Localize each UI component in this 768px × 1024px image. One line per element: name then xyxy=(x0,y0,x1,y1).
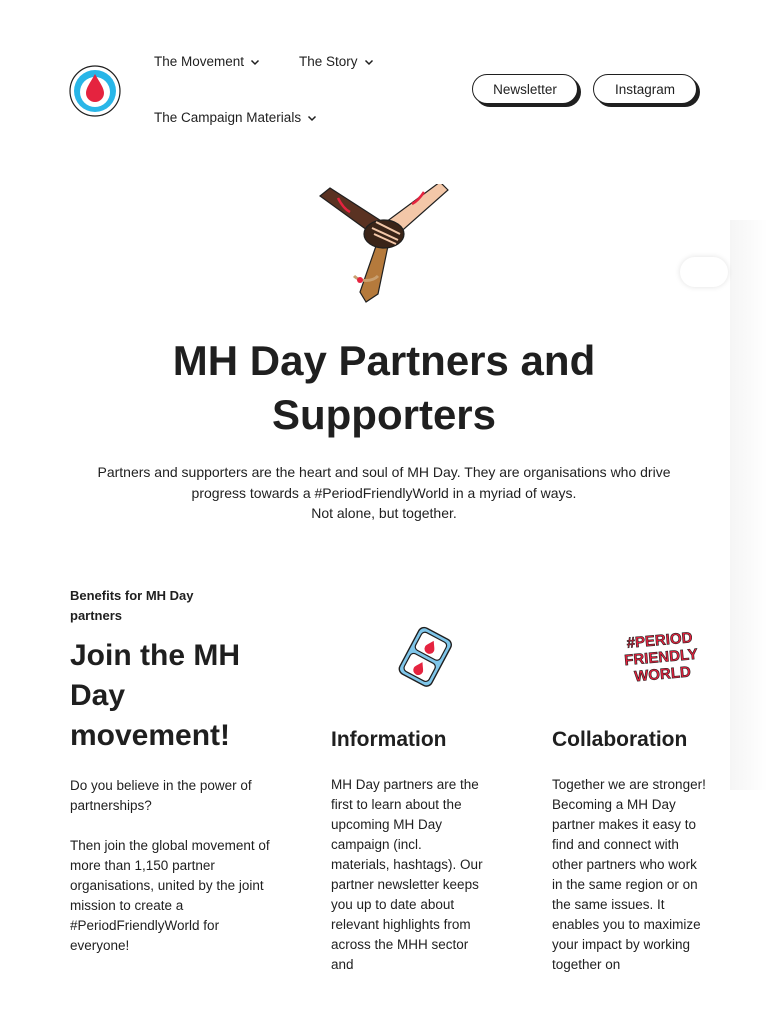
page-title: MH Day Partners and Supporters xyxy=(172,337,596,438)
benefits-heading: Join the MH Day movement! xyxy=(70,639,240,752)
badge-line-3: WORLD xyxy=(633,663,692,686)
nav-label: The Story xyxy=(299,54,358,69)
site-header xyxy=(0,0,768,160)
benefits-description: Then join the global movement of more than 1,150 partner organisations, united by the joint mission to create a #PeriodFriendlyWorld for everyone! xyxy=(70,838,270,953)
hero-lead xyxy=(70,462,698,524)
chevron-down-icon xyxy=(307,113,317,123)
joined-hands-illustration xyxy=(316,184,452,304)
hero-tagline: Not alone, but together. xyxy=(311,505,457,521)
mh-day-logo[interactable] xyxy=(68,64,122,118)
badge-line-1: #PERIOD xyxy=(626,629,694,652)
nav-the-movement[interactable] xyxy=(154,54,260,69)
benefits-intro: Do you believe in the power of partnerships? xyxy=(70,778,252,813)
information-title: Information xyxy=(331,728,447,751)
newsletter-button[interactable]: Newsletter xyxy=(472,74,578,104)
nav-label: The Movement xyxy=(154,54,245,69)
side-panel-edge xyxy=(730,220,768,790)
information-text: MH Day partners are the first to learn about the upcoming MH Day campaign (incl. materials, hashtags). Our partner newsletter keeps you up to date about relevant highlights from across the MHH sector and xyxy=(331,777,483,972)
benefits-kicker: Benefits for MH Day partners xyxy=(70,588,194,623)
nav-label: The Campaign Materials xyxy=(154,110,302,125)
chevron-down-icon xyxy=(364,57,374,67)
hero-lead-text: Partners and supporters are the heart and soul of MH Day. They are organisations who drive progress towards a #PeriodFriendlyWorld in a myriad of ways. xyxy=(97,464,671,501)
collaboration-title: Collaboration xyxy=(552,728,688,751)
nav-the-story[interactable] xyxy=(299,54,374,69)
side-panel-toggle[interactable] xyxy=(680,257,728,287)
chevron-down-icon xyxy=(250,57,260,67)
nav-the-campaign-materials[interactable] xyxy=(154,110,317,125)
badge-line-2: FRIENDLY xyxy=(623,645,699,670)
period-friendly-world-badge xyxy=(614,628,708,686)
instagram-button[interactable]: Instagram xyxy=(593,74,697,104)
period-cards-icon xyxy=(392,626,462,694)
collaboration-text: Together we are stronger! Becoming a MH Day partner makes it easy to find and connect with other partners who work in the same region or on the same issues. It enables you to maximize your impact by working together on xyxy=(552,777,706,972)
